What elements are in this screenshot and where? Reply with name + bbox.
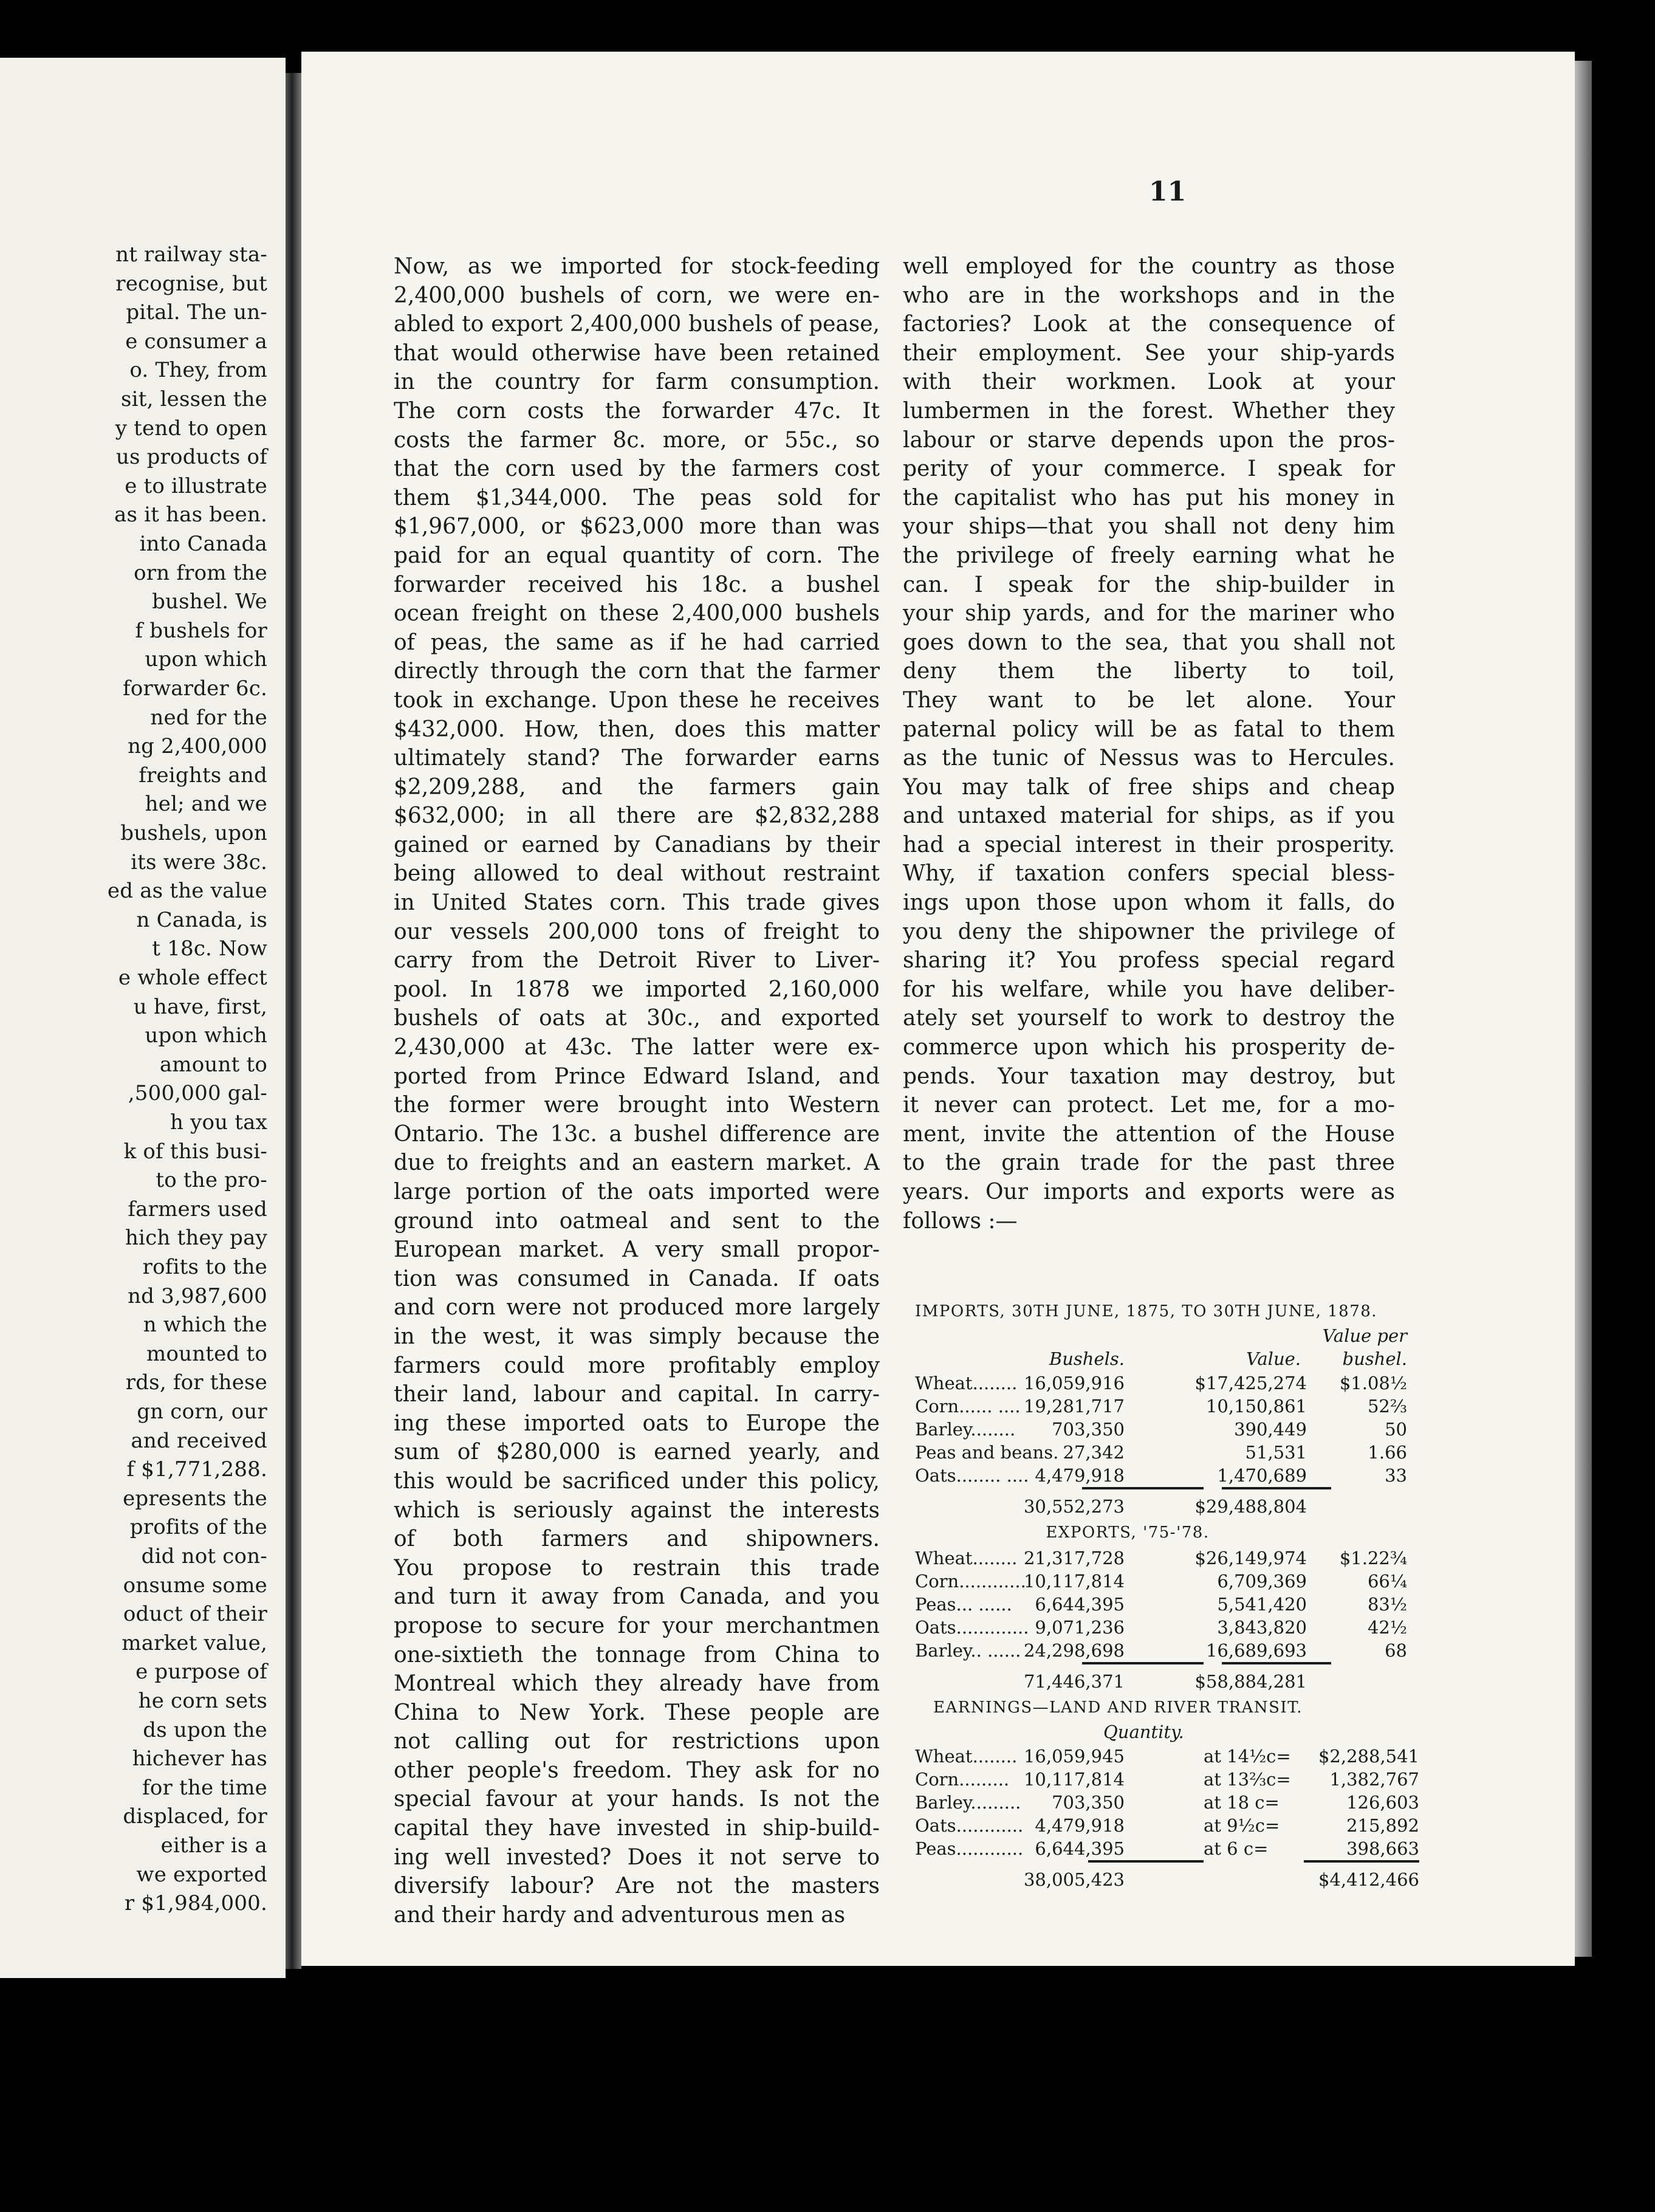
left-text-line: u have, first, xyxy=(133,994,267,1019)
commodity-name: Oats........ .... xyxy=(915,1465,1029,1486)
text-line: You propose to restrain this trade xyxy=(394,1555,880,1581)
rate-value: at 18 c= xyxy=(1204,1792,1280,1813)
left-text-line: r $1,984,000. xyxy=(124,1891,267,1916)
dollar-value: 390,449 xyxy=(1234,1419,1307,1440)
left-text-line: amount to xyxy=(159,1052,267,1077)
left-text-line: n which the xyxy=(143,1313,267,1338)
left-text-line: t 18c. Now xyxy=(152,936,267,961)
left-text-line: we exported xyxy=(136,1862,267,1887)
imports-total-value: $29,488,804 xyxy=(1194,1496,1307,1517)
text-line: our vessels 200,000 tons of freight to xyxy=(394,919,880,944)
text-line: Ontario. The 13c. a bushel difference are xyxy=(394,1121,880,1147)
commodity-name: Peas and beans. xyxy=(915,1442,1059,1463)
exports-row xyxy=(915,1547,1419,1570)
earnings-totals xyxy=(915,1860,1419,1892)
text-line: tion was consumed in Canada. If oats xyxy=(394,1266,880,1291)
dollar-value: $17,425,274 xyxy=(1194,1373,1307,1393)
commodity-name: Wheat........ xyxy=(915,1373,1018,1393)
dollar-value: $26,149,974 xyxy=(1194,1548,1307,1568)
imports-row xyxy=(915,1441,1419,1464)
left-text-line: ned for the xyxy=(150,705,267,730)
text-line: special favour at your hands. Is not the xyxy=(394,1787,880,1812)
header-value: Value. xyxy=(1246,1348,1301,1369)
text-line: ings upon those upon whom it falls, do xyxy=(903,890,1395,916)
header-quantity: Quantity. xyxy=(1103,1722,1184,1742)
earnings-row xyxy=(915,1768,1419,1791)
text-line: paternal policy will be as fatal to them xyxy=(903,716,1395,742)
left-text-line: as it has been. xyxy=(114,503,267,527)
text-line: that would otherwise have been retained xyxy=(394,340,880,366)
imports-total-bushels: 30,552,273 xyxy=(1023,1496,1125,1517)
earnings-row xyxy=(915,1791,1419,1814)
text-line: European market. A very small propor- xyxy=(394,1237,880,1263)
left-text-line: bushels, upon xyxy=(120,821,267,845)
left-text-line: he corn sets xyxy=(138,1689,267,1713)
left-text-line: ds upon the xyxy=(143,1717,267,1742)
rate-value: at 14½c= xyxy=(1204,1746,1291,1767)
text-line: $432,000. How, then, does this matter xyxy=(394,716,880,742)
text-line: your ship yards, and for the mariner who xyxy=(903,601,1395,627)
text-line: being allowed to deal without restraint xyxy=(394,861,880,887)
text-line: directly through the corn that the farmer xyxy=(394,659,880,684)
imports-row xyxy=(915,1395,1419,1418)
text-line: ported from Prince Edward Island, and xyxy=(394,1063,880,1089)
commodity-name: Barley.. ...... xyxy=(915,1640,1021,1661)
text-line: Now, as we imported for stock-feeding xyxy=(394,254,880,279)
commodity-name: Peas... ...... xyxy=(915,1594,1012,1615)
commodity-name: Peas............ xyxy=(915,1838,1024,1859)
amount-value: $2,288,541 xyxy=(1318,1746,1419,1767)
text-line: and untaxed material for ships, as if you xyxy=(903,803,1395,829)
text-line: factories? Look at the consequence of xyxy=(903,312,1395,337)
left-text-line: to the pro- xyxy=(156,1168,267,1193)
page-edge xyxy=(1575,61,1592,1957)
bushels-value: 19,281,717 xyxy=(1023,1396,1125,1417)
left-text-line: freights and xyxy=(139,763,267,788)
left-text-line: hichever has xyxy=(132,1747,267,1771)
imports-row xyxy=(915,1418,1419,1441)
header-value-per: Value per xyxy=(1322,1325,1407,1346)
left-text-line: upon which xyxy=(145,647,267,672)
text-line: ment, invite the attention of the House xyxy=(903,1121,1395,1147)
bushels-value: 27,342 xyxy=(1063,1442,1125,1463)
rule xyxy=(1088,1860,1204,1863)
text-line: Why, if taxation confers special bless- xyxy=(903,861,1395,887)
left-text-line: displaced, for xyxy=(123,1804,267,1829)
text-line: in the country for farm consumption. xyxy=(394,369,880,395)
rule xyxy=(1222,1487,1331,1489)
text-line: for his welfare, while you have deliber- xyxy=(903,977,1395,1002)
text-line: Montreal which they already have from xyxy=(394,1671,880,1697)
left-text-line: e to illustrate xyxy=(125,473,267,498)
text-line: their employment. See your ship-yards xyxy=(903,340,1395,366)
text-line: carry from the Detroit River to Liver- xyxy=(394,948,880,974)
text-line: it never can protect. Let me, for a mo- xyxy=(903,1093,1395,1118)
text-line: sharing it? You profess special regard xyxy=(903,948,1395,974)
left-text-line: oduct of their xyxy=(123,1602,267,1627)
exports-row xyxy=(915,1593,1419,1616)
imports-title: IMPORTS, 30TH JUNE, 1875, TO 30TH JUNE, 1878. xyxy=(915,1302,1378,1321)
text-line: took in exchange. Upon these he receives xyxy=(394,687,880,713)
text-column-2 xyxy=(903,252,1395,1235)
bushels-value: 6,644,395 xyxy=(1035,1594,1125,1615)
text-line: other people's freedom. They ask for no xyxy=(394,1757,880,1783)
text-line: goes down to the sea, that you shall not xyxy=(903,630,1395,655)
rule xyxy=(1304,1860,1419,1863)
left-text-line: forwarder 6c. xyxy=(123,676,267,701)
text-line: who are in the workshops and in the xyxy=(903,283,1395,308)
text-line: follows :— xyxy=(903,1208,1018,1234)
text-line: perity of your commerce. I speak for xyxy=(903,456,1395,482)
commodity-name: Wheat........ xyxy=(915,1746,1018,1767)
bushels-value: 4,479,918 xyxy=(1035,1465,1125,1486)
commodity-name: Barley......... xyxy=(915,1792,1021,1813)
text-line: forwarder received his 18c. a bushel xyxy=(394,572,880,597)
exports-total-value: $58,884,281 xyxy=(1194,1671,1307,1692)
left-text-line: ng 2,400,000 xyxy=(128,734,267,759)
text-line: They want to be let alone. Your xyxy=(903,687,1395,713)
text-line: and turn it away from Canada, and you xyxy=(394,1584,880,1610)
text-line: to the grain trade for the past three xyxy=(903,1150,1395,1176)
text-line: had a special interest in their prosperity. xyxy=(903,832,1395,857)
quantity-value: 703,350 xyxy=(1052,1792,1125,1813)
dollar-value: 1,470,689 xyxy=(1217,1465,1307,1486)
left-text-line: market value, xyxy=(122,1630,267,1655)
imports-header-1 xyxy=(915,1325,1419,1348)
text-line: commerce upon which his prosperity de- xyxy=(903,1035,1395,1060)
text-line: lumbermen in the forest. Whether they xyxy=(903,398,1395,424)
text-line: pends. Your taxation may destroy, but xyxy=(903,1063,1395,1089)
text-line: due to freights and an eastern market. A xyxy=(394,1150,880,1176)
text-line: farmers could more profitably employ xyxy=(394,1353,880,1378)
amount-value: 398,663 xyxy=(1346,1838,1419,1859)
text-line: $2,209,288, and the farmers gain xyxy=(394,774,880,800)
dollar-value: 51,531 xyxy=(1245,1442,1307,1463)
text-line: the privilege of freely earning what he xyxy=(903,543,1395,568)
dollar-value: 3,843,820 xyxy=(1217,1617,1307,1638)
left-text-line: into Canada xyxy=(139,532,267,556)
text-line: the capitalist who has put his money in xyxy=(903,485,1395,510)
header-bushels: Bushels. xyxy=(1049,1348,1125,1369)
rule xyxy=(1082,1662,1204,1664)
text-line: You may talk of free ships and cheap xyxy=(903,774,1395,800)
commodity-name: Oats............ xyxy=(915,1815,1024,1836)
left-text-line: k of this busi- xyxy=(123,1139,267,1164)
rate-value: at 9½c= xyxy=(1204,1815,1280,1836)
earnings-row xyxy=(915,1745,1419,1768)
text-line: diversify labour? Are not the masters xyxy=(394,1874,880,1899)
grain-tables xyxy=(915,1297,1419,1892)
left-text-line: sit, lessen the xyxy=(121,387,267,411)
text-line: can. I speak for the ship-builder in xyxy=(903,572,1395,597)
left-text-line: its were 38c. xyxy=(131,850,267,874)
text-line: them $1,344,000. The peas sold for xyxy=(394,485,880,510)
imports-totals xyxy=(915,1487,1419,1519)
text-line: 2,400,000 bushels of corn, we were en- xyxy=(394,283,880,308)
bushels-value: 703,350 xyxy=(1052,1419,1125,1440)
text-line: ground into oatmeal and sent to the xyxy=(394,1208,880,1234)
page-number: 11 xyxy=(1149,176,1187,207)
amount-value: 1,382,767 xyxy=(1329,1769,1419,1790)
left-text-line: rds, for these xyxy=(125,1370,267,1395)
left-text-line: profits of the xyxy=(129,1515,267,1540)
text-line: ately set yourself to work to destroy the xyxy=(903,1006,1395,1031)
text-line: of peas, the same as if he had carried xyxy=(394,630,880,655)
left-text-line: ,500,000 gal- xyxy=(128,1081,267,1106)
text-line: paid for an equal quantity of corn. The xyxy=(394,543,880,568)
exports-row xyxy=(915,1616,1419,1639)
left-text-line: mounted to xyxy=(146,1341,267,1366)
bushels-value: 10,117,814 xyxy=(1023,1571,1125,1592)
left-text-line: either is a xyxy=(160,1833,267,1858)
bushels-value: 24,298,698 xyxy=(1023,1640,1125,1661)
left-text-line: ed as the value xyxy=(107,879,267,904)
text-line: 2,430,000 at 43c. The latter were ex- xyxy=(394,1035,880,1060)
earnings-total-amount: $4,412,466 xyxy=(1318,1869,1419,1890)
book-gutter xyxy=(286,73,301,1969)
left-text-line: bushel. We xyxy=(152,589,267,614)
per-bushel-value: 1.66 xyxy=(1368,1442,1407,1463)
imports-rows xyxy=(915,1372,1419,1487)
left-text-line: hich they pay xyxy=(125,1226,267,1251)
text-line: with their workmen. Look at your xyxy=(903,369,1395,395)
text-line: years. Our imports and exports were as xyxy=(903,1180,1395,1204)
exports-totals xyxy=(915,1662,1419,1694)
left-text-line: nt railway sta- xyxy=(115,242,267,267)
text-line: ultimately stand? The forwarder earns xyxy=(394,746,880,771)
exports-row xyxy=(915,1570,1419,1593)
left-text-line: e whole effect xyxy=(118,966,267,990)
left-text-line: e purpose of xyxy=(135,1660,267,1685)
bushels-value: 9,071,236 xyxy=(1035,1617,1125,1638)
earnings-row xyxy=(915,1814,1419,1837)
rule xyxy=(1222,1662,1331,1664)
dollar-value: 6,709,369 xyxy=(1217,1571,1307,1592)
text-line: one-sixtieth the tonnage from China to xyxy=(394,1642,880,1668)
left-text-line: hel; and we xyxy=(145,792,267,817)
imports-row xyxy=(915,1372,1419,1395)
text-line: your ships—that you shall not deny him xyxy=(903,514,1395,540)
text-line: abled to export 2,400,000 bushels of pease, xyxy=(394,312,880,337)
amount-value: 215,892 xyxy=(1346,1815,1419,1836)
left-text-line: us products of xyxy=(115,445,267,470)
exports-total-bushels: 71,446,371 xyxy=(1023,1671,1125,1692)
earnings-rows xyxy=(915,1745,1419,1860)
per-bushel-value: 50 xyxy=(1385,1419,1407,1440)
left-text-line: recognise, but xyxy=(115,271,267,296)
book-page xyxy=(301,52,1575,1966)
left-text-line: pital. The un- xyxy=(126,300,267,325)
earnings-row xyxy=(915,1837,1419,1860)
text-line: this would be sacrificed under this policy, xyxy=(394,1468,880,1494)
text-line: the former were brought into Western xyxy=(394,1093,880,1118)
commodity-name: Barley........ xyxy=(915,1419,1016,1440)
left-text-line: and received xyxy=(131,1428,267,1453)
left-text-line: y tend to open xyxy=(115,416,267,441)
text-line: The corn costs the forwarder 47c. It xyxy=(394,398,880,424)
left-text-line: n Canada, is xyxy=(136,907,267,932)
per-bushel-value: 33 xyxy=(1385,1465,1407,1486)
text-line: in United States corn. This trade gives xyxy=(394,890,880,916)
amount-value: 126,603 xyxy=(1346,1792,1419,1813)
bushels-value: 21,317,728 xyxy=(1023,1548,1125,1568)
left-text-line: o. They, from xyxy=(129,358,267,383)
text-line: and corn were not produced more largely xyxy=(394,1295,880,1321)
commodity-name: Oats............. xyxy=(915,1617,1029,1638)
per-bushel-value: 66¼ xyxy=(1367,1571,1407,1592)
text-line: ing these imported oats to Europe the xyxy=(394,1410,880,1436)
left-text-line: onsume some xyxy=(123,1573,267,1598)
text-line: not calling out for restrictions upon xyxy=(394,1729,880,1754)
per-bushel-value: $1.22¾ xyxy=(1339,1548,1407,1568)
text-line: propose to secure for your merchantmen xyxy=(394,1613,880,1638)
text-line: ocean freight on these 2,400,000 bushels xyxy=(394,601,880,627)
header-bushel: bushel. xyxy=(1342,1348,1407,1369)
text-line: deny them the liberty to toil, xyxy=(903,659,1395,684)
left-text-line: rofits to the xyxy=(142,1255,267,1279)
text-line: pool. In 1878 we imported 2,160,000 xyxy=(394,977,880,1002)
commodity-name: Corn...... .... xyxy=(915,1396,1021,1417)
text-line: $1,967,000, or $623,000 more than was xyxy=(394,514,880,540)
text-line: which is seriously against the interests xyxy=(394,1497,880,1523)
left-page-fragment xyxy=(0,58,286,1978)
commodity-name: Corn......... xyxy=(915,1769,1010,1790)
commodity-name: Wheat........ xyxy=(915,1548,1018,1568)
per-bushel-value: 68 xyxy=(1385,1640,1407,1661)
per-bushel-value: 83½ xyxy=(1367,1594,1407,1615)
text-line: you deny the shipowner the privilege of xyxy=(903,919,1395,944)
quantity-value: 10,117,814 xyxy=(1023,1769,1125,1790)
text-line: China to New York. These people are xyxy=(394,1700,880,1725)
text-line: sum of $280,000 is earned yearly, and xyxy=(394,1440,880,1465)
left-text-line: epresents the xyxy=(123,1486,267,1511)
text-line: their land, labour and capital. In carry- xyxy=(394,1382,880,1407)
earnings-header xyxy=(915,1722,1419,1745)
text-line: large portion of the oats imported were xyxy=(394,1180,880,1204)
text-column-1 xyxy=(394,252,880,1929)
left-text-line: orn from the xyxy=(134,560,267,585)
text-line: that the corn used by the farmers cost xyxy=(394,456,880,482)
left-text-line: upon which xyxy=(145,1023,267,1048)
left-text-line: farmers used xyxy=(128,1197,267,1221)
rule xyxy=(1082,1487,1204,1489)
dollar-value: 10,150,861 xyxy=(1205,1396,1307,1417)
dollar-value: 5,541,420 xyxy=(1217,1594,1307,1615)
exports-rows xyxy=(915,1547,1419,1662)
rate-value: at 6 c= xyxy=(1204,1838,1269,1859)
left-text-line: gn corn, our xyxy=(137,1400,267,1424)
commodity-name: Corn............ xyxy=(915,1571,1026,1592)
dollar-value: 16,689,693 xyxy=(1205,1640,1307,1661)
exports-title: EXPORTS, '75-'78. xyxy=(1046,1523,1210,1542)
text-line: of both farmers and shipowners. xyxy=(394,1527,880,1552)
imports-row xyxy=(915,1464,1419,1487)
text-line: $632,000; in all there are $2,832,288 xyxy=(394,803,880,829)
text-line: bushels of oats at 30c., and exported xyxy=(394,1006,880,1031)
per-bushel-value: 52⅔ xyxy=(1367,1396,1407,1417)
quantity-value: 16,059,945 xyxy=(1023,1746,1125,1767)
per-bushel-value: $1.08½ xyxy=(1339,1373,1407,1393)
earnings-total-qty: 38,005,423 xyxy=(1023,1869,1125,1890)
quantity-value: 6,644,395 xyxy=(1035,1838,1125,1859)
left-text-line: nd 3,987,600 xyxy=(128,1283,267,1308)
left-text-line: e consumer a xyxy=(125,329,267,354)
text-line: gained or earned by Canadians by their xyxy=(394,832,880,857)
per-bushel-value: 42½ xyxy=(1367,1617,1407,1638)
text-line: ing well invested? Does it not serve to xyxy=(394,1844,880,1870)
imports-header-2 xyxy=(915,1348,1419,1372)
left-text-line: f $1,771,288. xyxy=(126,1457,267,1482)
left-text-line: h you tax xyxy=(170,1110,267,1135)
left-text-line: for the time xyxy=(142,1775,267,1800)
left-text-line: did not con- xyxy=(141,1544,267,1568)
earnings-title: EARNINGS—LAND AND RIVER TRANSIT. xyxy=(933,1698,1303,1717)
exports-row xyxy=(915,1639,1419,1662)
rate-value: at 13⅔c= xyxy=(1204,1769,1291,1790)
text-line: labour or starve depends upon the pros- xyxy=(903,427,1395,453)
text-line: well employed for the country as those xyxy=(903,254,1395,279)
text-line: costs the farmer 8c. more, or 55c., so xyxy=(394,427,880,453)
left-text-line: f bushels for xyxy=(135,618,267,643)
quantity-value: 4,479,918 xyxy=(1035,1815,1125,1836)
bushels-value: 16,059,916 xyxy=(1023,1373,1125,1393)
text-line: capital they have invested in ship-build- xyxy=(394,1816,880,1841)
text-line: and their hardy and adventurous men as xyxy=(394,1902,846,1928)
text-line: as the tunic of Nessus was to Hercules. xyxy=(903,746,1395,771)
text-line: in the west, it was simply because the xyxy=(394,1324,880,1349)
